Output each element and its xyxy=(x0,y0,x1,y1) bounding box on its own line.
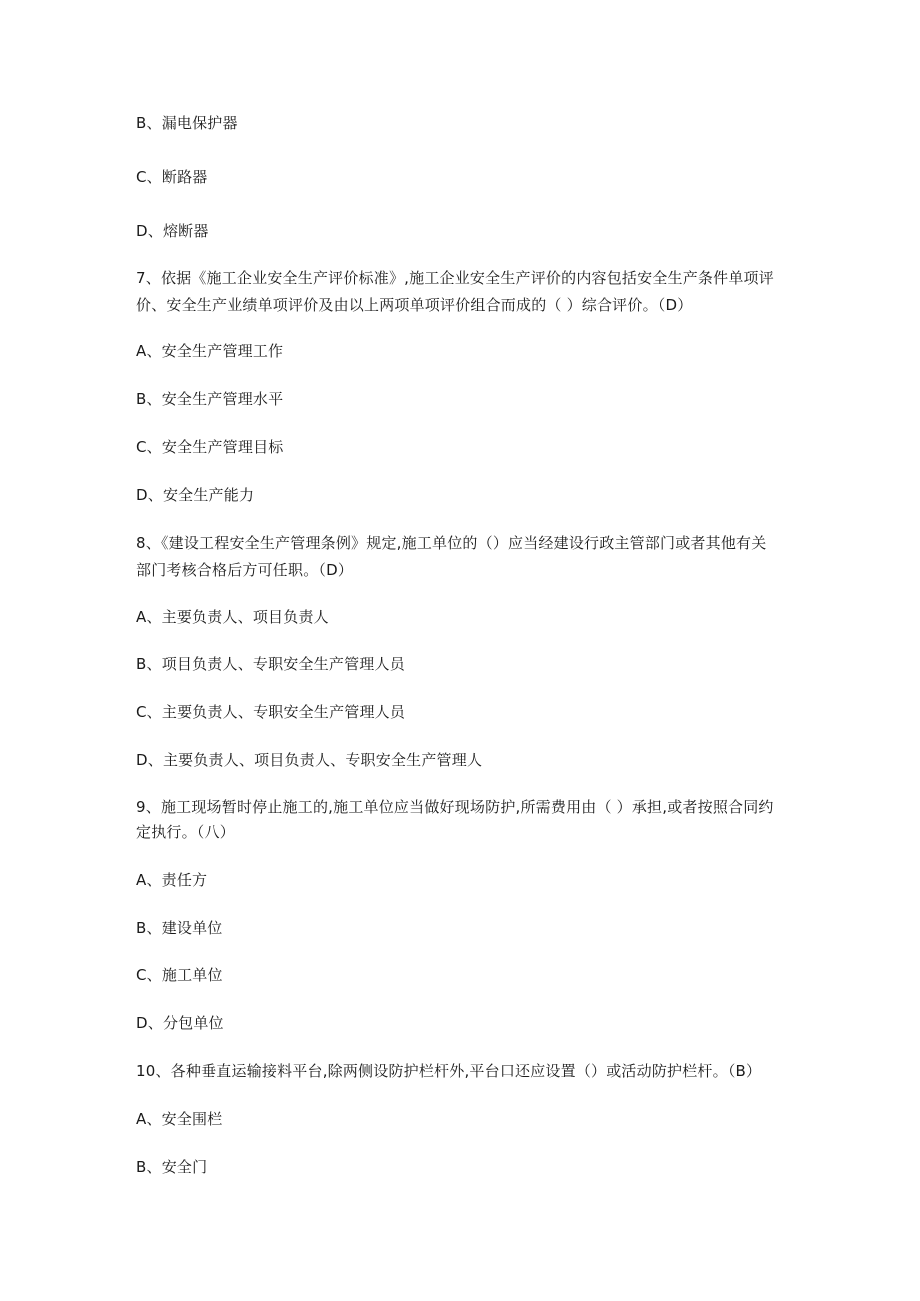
q10-option-b: B、安全门 xyxy=(136,1158,208,1176)
q9-option-c: C、施工单位 xyxy=(136,966,223,984)
q8-option-a: A、主要负责人、项目负责人 xyxy=(136,608,329,626)
q8-stem-line1: 8、《建设工程安全生产管理条例》规定,施工单位的（）应当经建设行政主管部门或者其他有关 xyxy=(136,534,767,552)
q7-option-b: B、安全生产管理水平 xyxy=(136,390,284,408)
q9-option-d: D、分包单位 xyxy=(136,1014,224,1032)
q7-stem-line1: 7、依据《施工企业安全生产评价标准》,施工企业安全生产评价的内容包括安全生产条件单项评 xyxy=(136,269,774,287)
q8-stem-line2: 部门考核合格后方可任职。（D） xyxy=(136,561,354,579)
q7-option-d: D、安全生产能力 xyxy=(136,486,255,504)
q7-stem-line2: 价、安全生产业绩单项评价及由以上两项单项评价组合而成的（ ）综合评价。（D） xyxy=(136,296,693,314)
q9-option-b: B、建设单位 xyxy=(136,919,223,937)
q8-option-c: C、主要负责人、专职安全生产管理人员 xyxy=(136,703,406,721)
q6-option-b: B、漏电保护器 xyxy=(136,114,238,132)
q10-stem: 10、各种垂直运输接料平台,除两侧设防护栏杆外,平台口还应设置（）或活动防护栏杆。（B） xyxy=(136,1062,762,1080)
q7-option-a: A、安全生产管理工作 xyxy=(136,342,284,360)
q6-option-d: D、熔断器 xyxy=(136,222,209,240)
q7-option-c: C、安全生产管理目标 xyxy=(136,438,284,456)
q9-stem-line2: 定执行。（八） xyxy=(136,823,235,841)
q10-option-a: A、安全围栏 xyxy=(136,1110,223,1128)
q9-stem-line1: 9、施工现场暂时停止施工的,施工单位应当做好现场防护,所需费用由（ ）承担,或者按照合同约 xyxy=(136,798,774,816)
q8-option-d: D、主要负责人、项目负责人、专职安全生产管理人 xyxy=(136,751,483,769)
q9-option-a: A、责任方 xyxy=(136,871,208,889)
q8-option-b: B、项目负责人、专职安全生产管理人员 xyxy=(136,655,405,673)
q6-option-c: C、断路器 xyxy=(136,168,208,186)
